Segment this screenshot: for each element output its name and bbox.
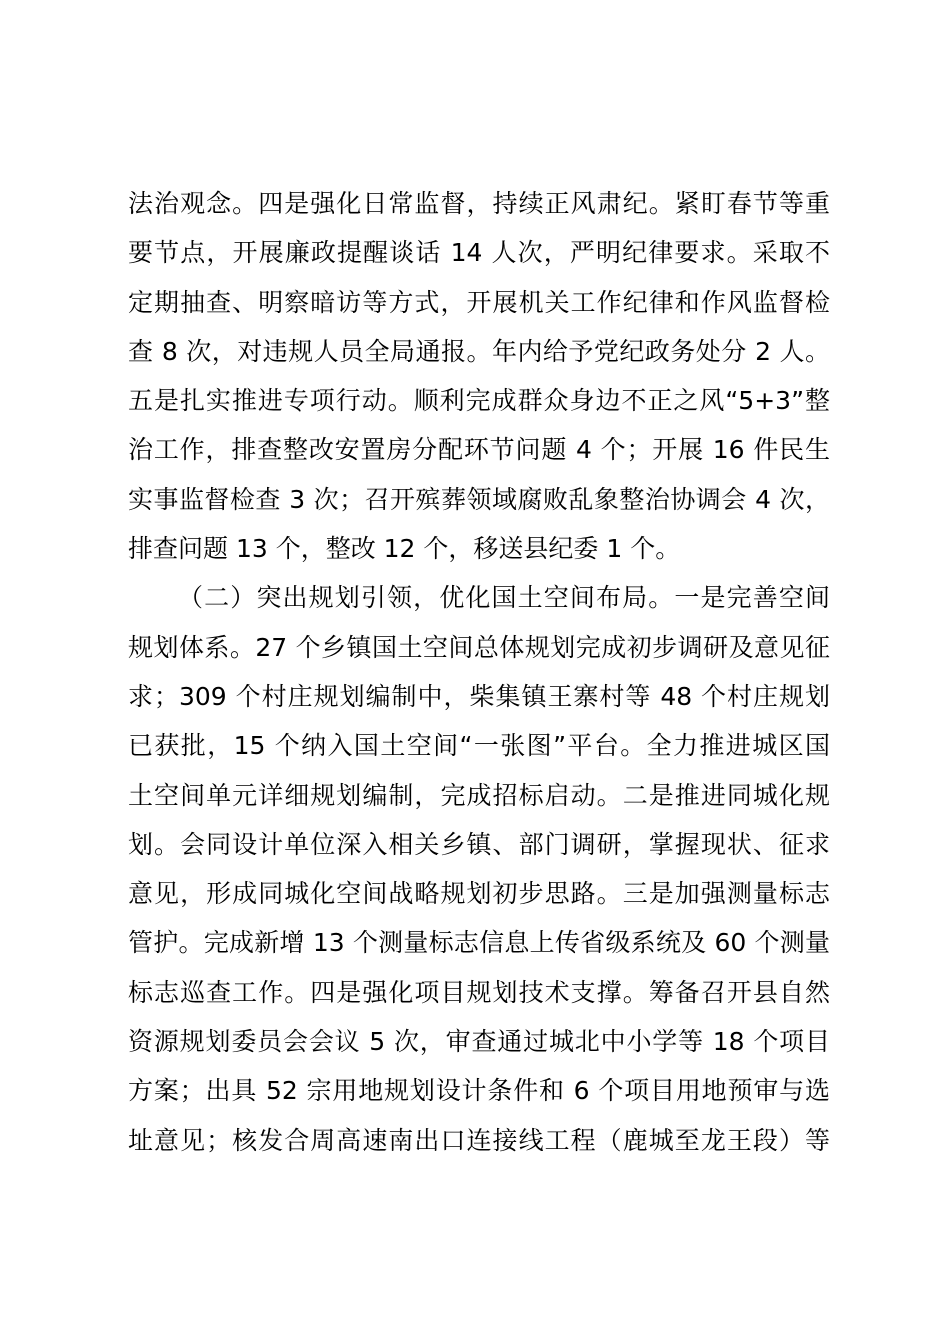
text-line: 意见，形成同城化空间战略规划初步思路。三是加强测量标志 bbox=[128, 879, 830, 909]
text-line: 资源规划委员会会议 5 次，审查通过城北中小学等 18 个项目 bbox=[128, 1027, 830, 1057]
text-line: 要节点，开展廉政提醒谈话 14 人次，严明纪律要求。采取不 bbox=[128, 238, 830, 268]
text-line: 求；309 个村庄规划编制中，柴集镇王寨村等 48 个村庄规划 bbox=[128, 681, 830, 711]
text-line: 实事监督检查 3 次；召开殡葬领域腐败乱象整治协调会 4 次， bbox=[128, 484, 830, 514]
text-line: 治工作，排查整改安置房分配环节问题 4 个；开展 16 件民生 bbox=[128, 435, 830, 465]
text-line: 已获批，15 个纳入国土空间“一张图”平台。全力推进城区国 bbox=[128, 731, 830, 761]
text-line: 划。会同设计单位深入相关乡镇、部门调研，掌握现状、征求 bbox=[128, 829, 830, 859]
text-line: 管护。完成新增 13 个测量标志信息上传省级系统及 60 个测量 bbox=[128, 928, 830, 958]
text-line: 定期抽查、明察暗访等方式，开展机关工作纪律和作风监督检 bbox=[128, 287, 830, 317]
text-line: 五是扎实推进专项行动。顺利完成群众身边不正之风“5+3”整 bbox=[128, 386, 830, 416]
text-line: 查 8 次，对违规人员全局通报。年内给予党纪政务处分 2 人。 bbox=[128, 336, 830, 366]
text-line: 排查问题 13 个，整改 12 个，移送县纪委 1 个。 bbox=[128, 534, 681, 564]
text-line: 方案；出具 52 宗用地规划设计条件和 6 个项目用地预审与选 bbox=[128, 1076, 830, 1106]
section-heading-line: （二）突出规划引领，优化国土空间布局。一是完善空间 bbox=[178, 583, 830, 613]
text-line: 土空间单元详细规划编制，完成招标启动。二是推进同城化规 bbox=[128, 780, 830, 810]
text-line: 址意见；核发合周高速南出口连接线工程（鹿城至龙王段）等 bbox=[128, 1125, 830, 1155]
body-text bbox=[128, 179, 830, 1165]
text-line: 标志巡查工作。四是强化项目规划技术支撑。筹备召开县自然 bbox=[128, 977, 830, 1007]
text-line: 法治观念。四是强化日常监督，持续正风肃纪。紧盯春节等重 bbox=[128, 189, 830, 218]
text-line: 规划体系。27 个乡镇国土空间总体规划完成初步调研及意见征 bbox=[128, 632, 830, 662]
